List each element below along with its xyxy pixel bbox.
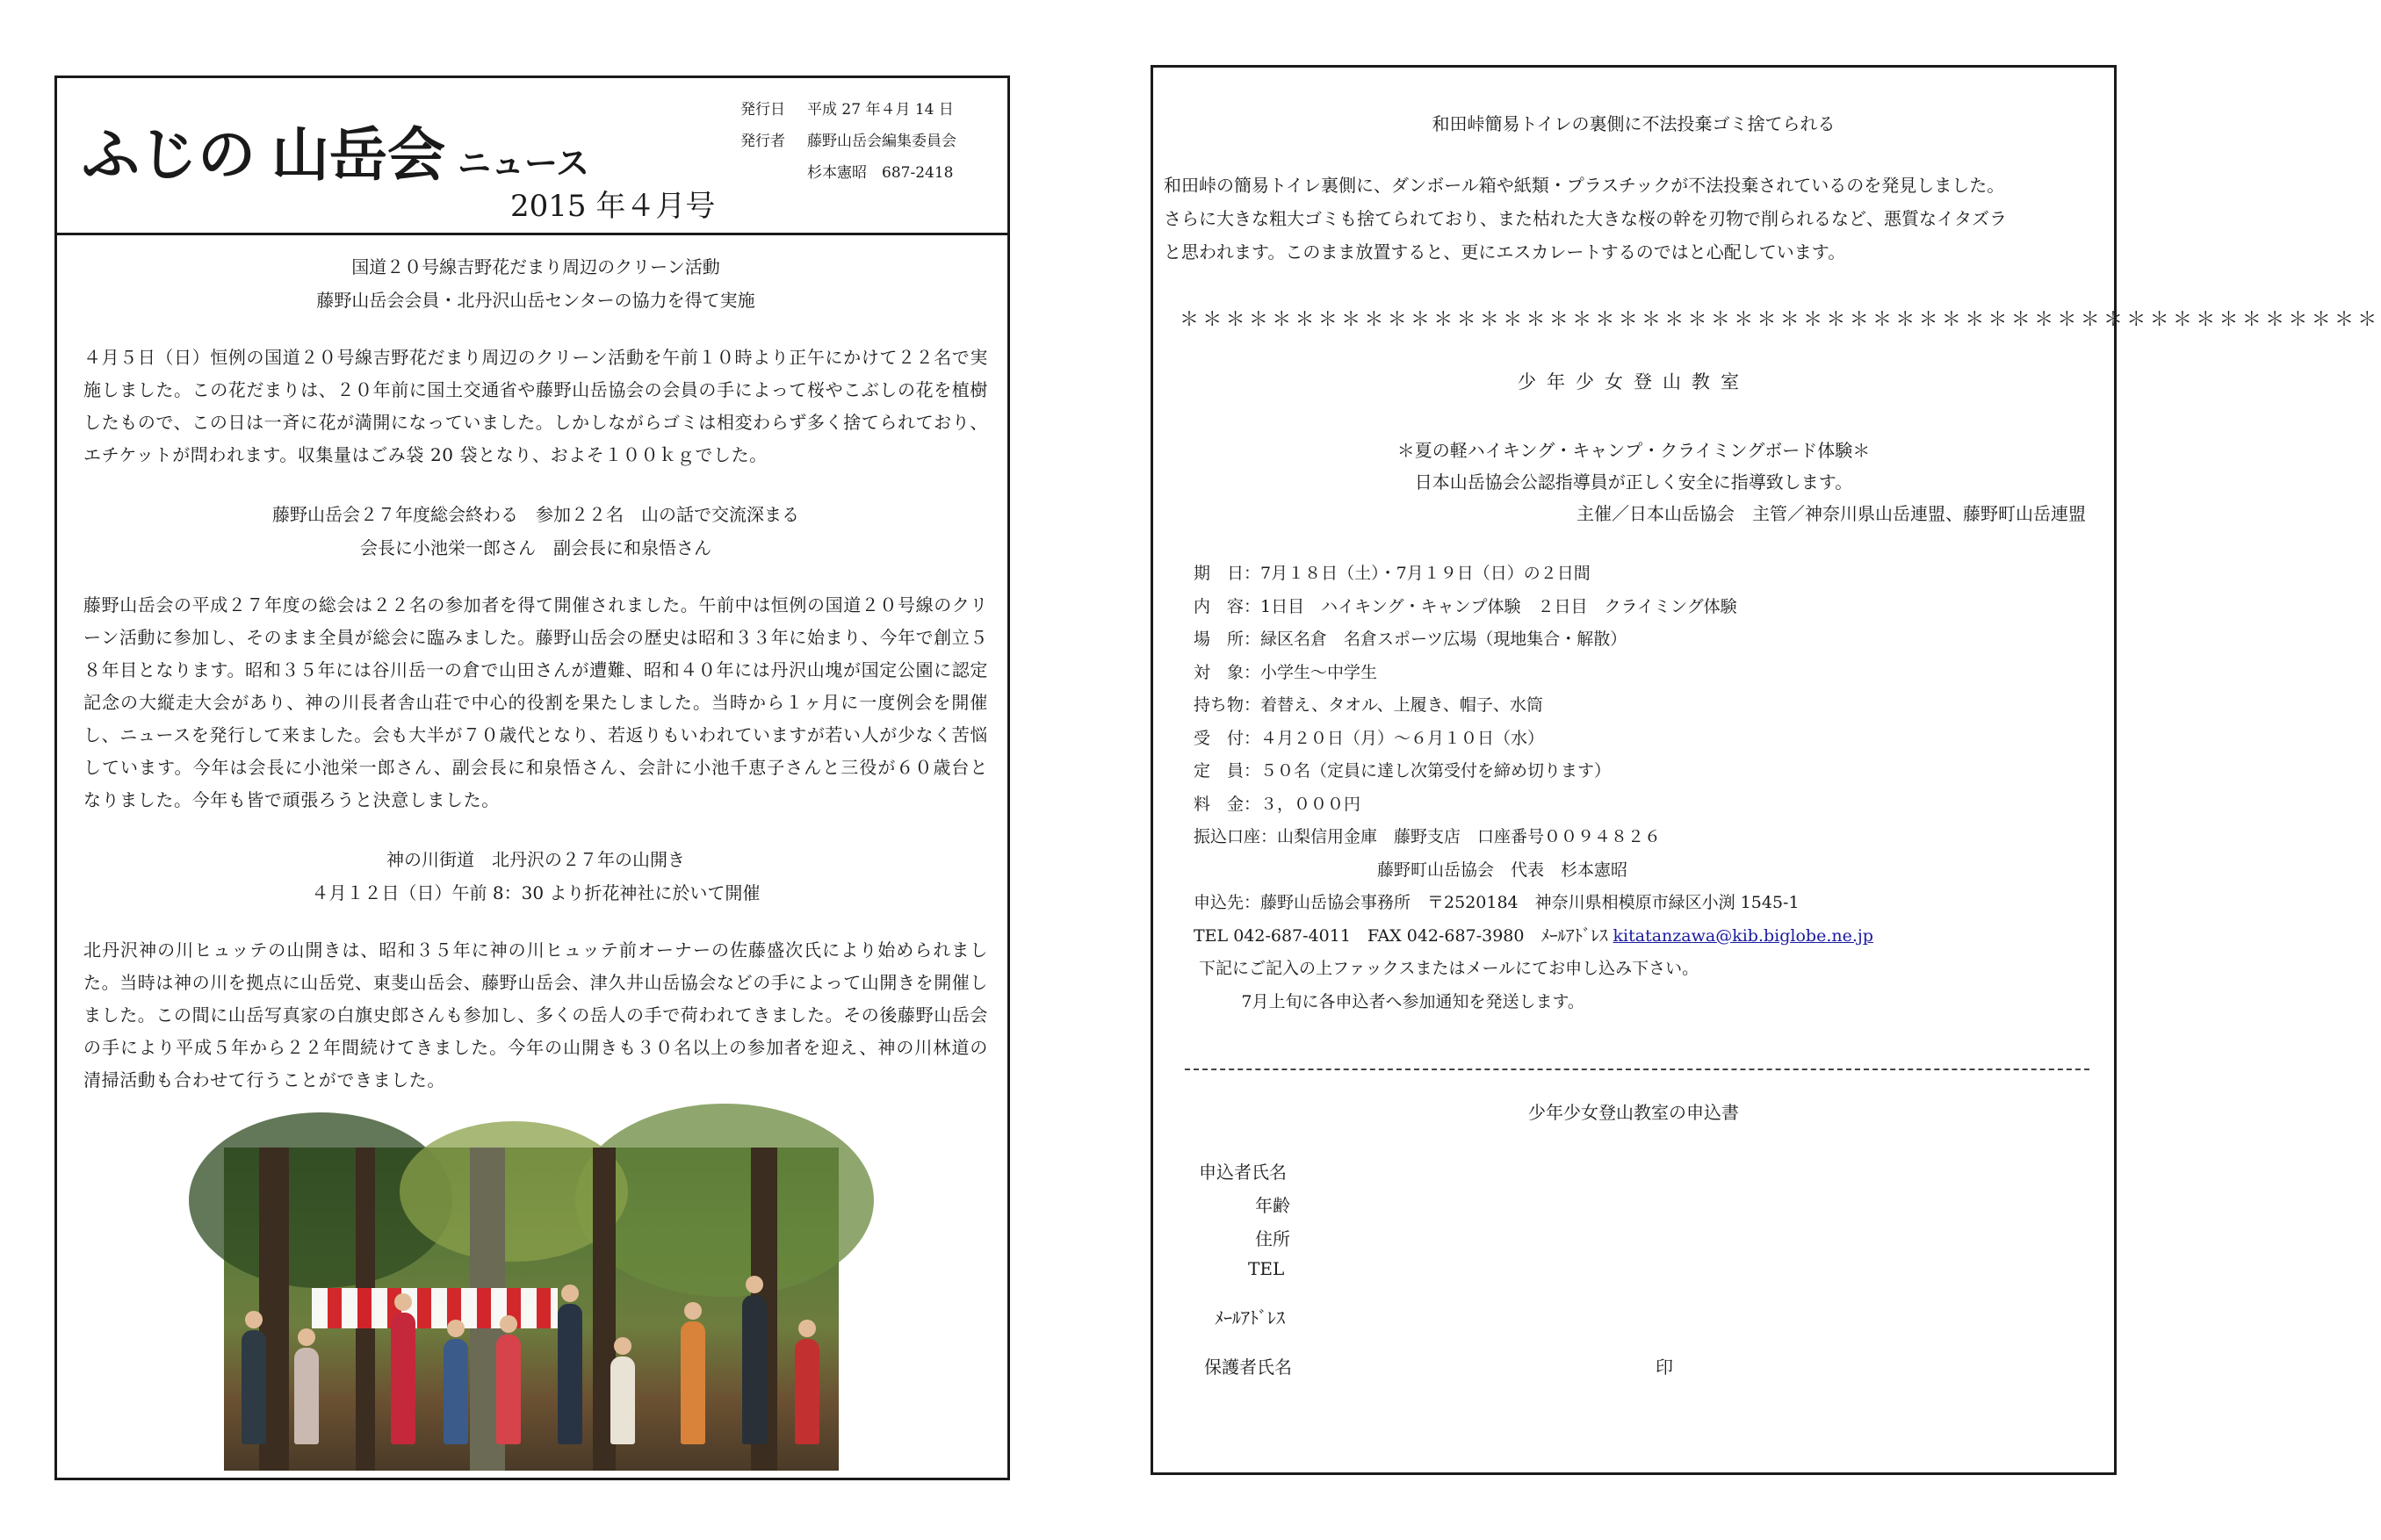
newsletter-page-right [1151,65,2381,1475]
climbing-class-note: 日本山岳協会公認指導員が正しく安全に指導致します。 [1414,471,1853,493]
pub-date-label: 発行日 [740,101,785,119]
climbing-class-title: 少年少女登山教室 [1518,371,1750,392]
dumping-line-1: 和田峠の簡易トイレ裏側に、ダンボール箱や紙類・プラスチックが不法投棄されているのを発見しました。 [1164,175,2005,196]
dumping-title: 和田峠簡易トイレの裏側に不法投棄ゴミ捨てられる [1432,113,1836,134]
dumping-line-3: と思われます。このまま放置すると、更にエスカレートするのではと心配しています。 [1164,241,1846,263]
form-tel-label: TEL [1248,1258,1285,1279]
publication-info [740,94,956,189]
form-age-label: 年齢 [1255,1195,1290,1216]
article-3-headline-2: ４月１２日（日）午前 8：30 より折花神社に於いて開催 [311,882,761,903]
masthead-title [82,108,589,191]
publisher: 藤野山岳会編集委員会 [807,133,956,150]
masthead-title-a: ふじの [82,121,256,189]
detail-row: 藤野町山岳協会 代表 杉本憲昭 [1194,860,1628,880]
detail-row: 申込先：藤野山岳協会事務所 〒2520184 神奈川県相模原市緑区小渕 1545-1 [1194,893,1800,912]
detail-row: 内 容：1日目 ハイキング・キャンプ体験 ２日目 クライミング体験 [1194,596,1737,616]
article-1-body: ４月５日（日）恒例の国道２０号線吉野花だまり周辺のクリーン活動を午前１０時より正午にかけて２２名で実施しました。この花だまりは、２０年前に国土交通省や藤野山岳協会の会員の手によって桜やこぶしの花を植樹したもので、この日は一斉に花が満開になっていました。しかしながらゴミは相変わらず多く捨てられており、エチケットが問われます。収集量はごみ袋 20 袋となり、およそ１００ｋｇでした。 [83,347,988,465]
masthead-title-c: ニュース [458,144,590,183]
detail-row: 定 員：５０名（定員に達し次第受付を締め切ります） [1194,761,1612,781]
form-name-label: 申込者氏名 [1199,1162,1287,1183]
dumping-line-2: さらに大きな粗大ゴミも捨てられており、また枯れた大きな桜の幹を刃物で削られるなど、悪質なイタズラ [1164,208,2007,229]
masthead-title-b: 山岳会 [271,121,445,189]
article-3-body: 北丹沢神の川ヒュッテの山開きは、昭和３５年に神の川ヒュッテ前オーナーの佐藤盛次氏により始められました。当時は神の川を拠点に山岳党、東斐山岳会、藤野山岳会、津久井山岳協会などの手によって山開きを開催しました。この間に山岳写真家の白旗史郎さんも参加し、多くの岳人の手で荷われてきました。その後藤野山岳会の手により平成５年から２２年間続けてきました。今年の山開きも３０名以上の参加者を迎え、神の川林道の清掃活動も合わせて行うことができました。 [83,939,988,1090]
detail-row: 持ち物：着替え、タオル、上履き、帽子、水筒 [1194,695,1543,715]
article-2-body: 藤野山岳会の平成２７年度の総会は２２名の参加者を得て開催されました。午前中は恒例の国道２０号線のクリーン活動に参加し、そのまま全員が総会に臨みました。藤野山岳会の歴史は昭和３３年に始まり、今年で創立５８年目となります。昭和３５年には谷川岳一の倉で山田さんが遭難、昭和４０年には丹沢山塊が国定公園に認定記念の大縦走大会があり、神の川長者舎山荘で中心的役割を果たしました。当時から１ヶ月に一度例会を開催し、ニュースを発行して来ました。会も大半が７０歳代となり、若返りもいわれていますが若い人が少なく苦悩しています。今年は会長に小池栄一郎さん、副会長に和泉悟さん、会計に小池千恵子さんと三役が６０歳台となりました。今年も皆で頑張ろうと決意しました。 [83,594,988,810]
detail-row: 場 所：緑区名倉 名倉スポーツ広場（現地集合・解散） [1194,630,1627,649]
newsletter-page-left [54,76,1010,1480]
email-link[interactable]: kitatanzawa@kib.biglobe.ne.jp [1613,925,1873,946]
detail-row: 受 付：４月２０日（月）～６月１０日（水） [1194,728,1545,748]
article-2-headline-1: 藤野山岳会２７年度総会終わる 参加２２名 山の話で交流深まる [272,504,799,525]
article-1-headline-1: 国道２０号線吉野花だまり周辺のクリーン活動 [351,256,720,277]
form-seal-label: 印 [1656,1356,1673,1378]
masthead-header [57,78,1007,235]
article-3-headline-1: 神の川街道 北丹沢の２７年の山開き [386,849,685,870]
form-email-label: ﾒｰﾙｱﾄﾞﾚｽ [1215,1307,1285,1328]
contact-row [1194,920,1873,954]
event-photo [224,1148,839,1471]
publisher-label: 発行者 [740,133,785,150]
left-articles [83,250,988,1097]
climbing-class-details [1194,558,1873,1018]
tel-fax: TEL 042-687-4011 FAX 042-687-3980 ﾒｰﾙｱﾄﾞﾚｽ [1194,925,1608,946]
star-separator: ＊＊＊＊＊＊＊＊＊＊＊＊＊＊＊＊＊＊＊＊＊＊＊＊＊＊＊＊＊＊＊＊＊＊＊＊＊＊＊＊＊＊＊＊＊＊＊＊＊＊＊＊ [1180,309,2381,331]
article-2-headline-2: 会長に小池栄一郎さん 副会長に和泉悟さん [360,537,711,558]
application-form-title: 少年少女登山教室の申込書 [1528,1102,1739,1123]
article-1-headline-2: 藤野山岳会会員・北丹沢山岳センターの協力を得て実施 [316,290,755,311]
detail-row: 対 象：小学生～中学生 [1194,662,1378,682]
editor: 杉本憲昭 687-2418 [807,164,954,182]
issue-label: 2015 年４月号 [510,189,716,224]
climbing-class-organizer: 主催／日本山岳協会 主管／神奈川県山岳連盟、藤野町山岳連盟 [1577,503,2086,524]
form-address-label: 住所 [1255,1228,1290,1249]
detail-row: 料 金：３，０００円 [1194,794,1361,814]
cut-line [1185,1069,2089,1070]
apply-note: 下記にご記入の上ファックスまたはメールにてお申し込み下さい。 [1199,959,1699,978]
climbing-class-subtitle: ＊夏の軽ハイキング・キャンプ・クライミングボード体験＊ [1396,440,1871,461]
form-guardian-label: 保護者氏名 [1204,1356,1292,1378]
detail-row: 振込口座：山梨信用金庫 藤野支店 口座番号００９４８２６ [1194,827,1662,846]
pub-date: 平成 27 年４月 14 日 [807,101,954,119]
detail-row: 期 日：7月１８日（土）・7月１９日（日）の２日間 [1194,564,1591,583]
notice-row: 7月上旬に各申込者へ参加通知を発送します。 [1241,991,1584,1011]
